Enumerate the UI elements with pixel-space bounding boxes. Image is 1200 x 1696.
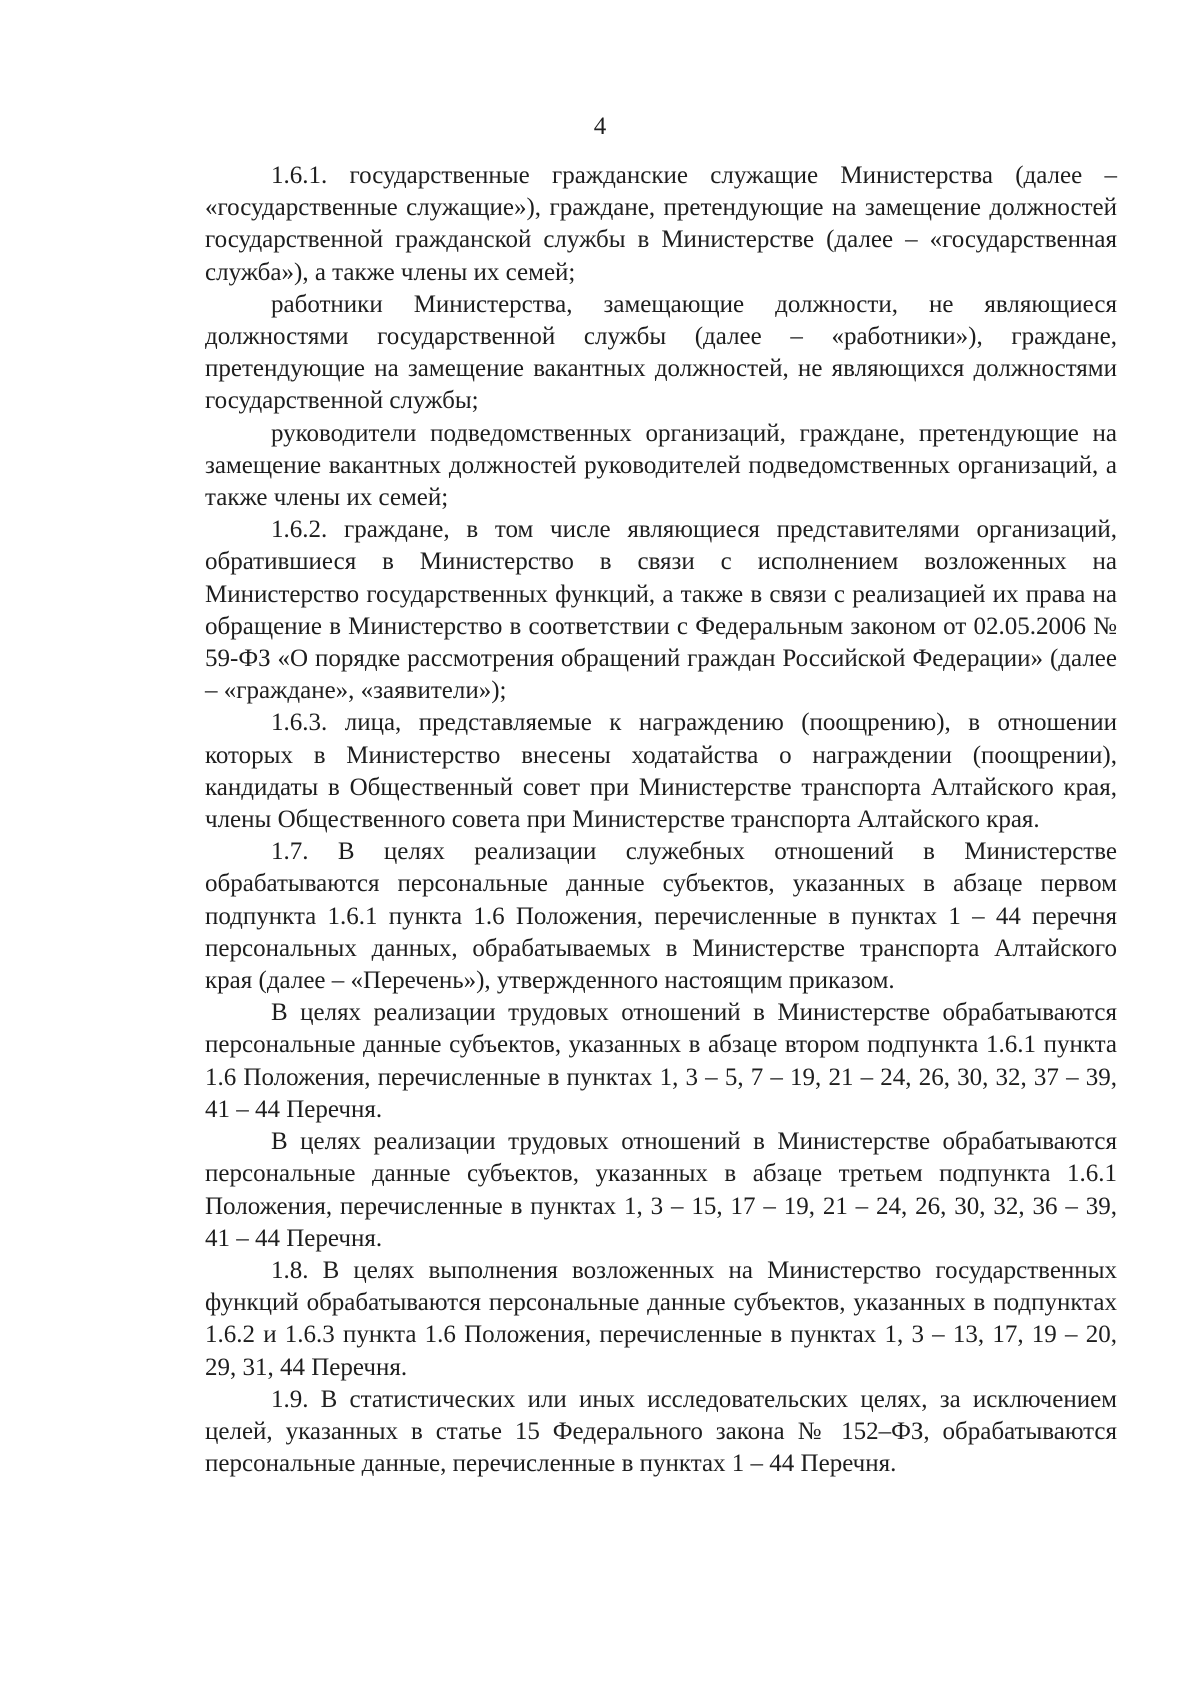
paragraph-1-6-2: 1.6.2. граждане, в том числе являющиеся представителями организаций, обратившиеся в Министерство в связи с исполнением возложенных на Министерство государственных функций, а также в связи с реализацией их права на обращение в Министерство в соответствии с Федеральным законом от 02.05.2006 № 59-ФЗ «О порядке рассмотрения обращений граждан Российской Федерации» (далее – «граждане», «заявители»);	[205, 516, 1117, 705]
paragraph-1-6-1: 1.6.1. государственные гражданские служащие Министерства (далее – «государственные служащие»), граждане, претендующие на замещение должностей государственной гражданской службы в Министерстве (далее – «государственная служба»), а также члены их семей;	[205, 162, 1117, 286]
paragraph-labor-relations-3: В целях реализации трудовых отношений в Министерстве обрабатываются персональные данные субъектов, указанных в абзаце третьем подпункта 1.6.1 Положения, перечисленные в пунктах 1, 3 – 15, 17 – 19, 21 – 24, 26, 30, 32, 36 – 39, 41 – 44 Перечня.	[205, 1128, 1117, 1252]
paragraph-labor-relations-2: В целях реализации трудовых отношений в Министерстве обрабатываются персональные данные субъектов, указанных в абзаце втором подпункта 1.6.1 пункта 1.6 Положения, перечисленные в пунктах 1, 3 – 5, 7 – 19, 21 – 24, 26, 30, 32, 37 – 39, 41 – 44 Перечня.	[205, 999, 1117, 1123]
page-number: 4	[593, 113, 607, 140]
paragraph-1-9: 1.9. В статистических или иных исследовательских целях, за исключением целей, указанных в статье 15 Федерального закона № 152–ФЗ, обрабатываются персональные данные, перечисленные в пунктах 1 – 44 Перечня.	[205, 1385, 1117, 1478]
paragraph-workers: работники Министерства, замещающие должности, не являющиеся должностями государственной службы (далее – «работники»), граждане, претендующие на замещение вакантных должностей, не являющихся должностями государственной службы;	[205, 290, 1117, 415]
paragraph-heads: руководители подведомственных организаций, граждане, претендующие на замещение вакантных должностей руководителей подведомственных организаций, а также члены их семей;	[205, 419, 1117, 512]
paragraph-1-7: 1.7. В целях реализации служебных отношений в Министерстве обрабатываются персональные данные субъектов, указанных в абзаце первом подпункта 1.6.1 пункта 1.6 Положения, перечисленные в пунктах 1 – 44 перечня персональных данных, обрабатываемых в Министерстве транспорта Алтайского края (далее – «Перечень»), утвержденного настоящим приказом.	[205, 838, 1117, 995]
document-body	[205, 160, 1117, 1480]
paragraph-1-6-3: 1.6.3. лица, представляемые к награждению (поощрению), в отношении которых в Министерство внесены ходатайства о награждении (поощрении), кандидаты в Общественный совет при Министерстве транспорта Алтайского края, члены Общественного совета при Министерстве транспорта Алтайского края.	[205, 709, 1117, 834]
paragraph-1-8: 1.8. В целях выполнения возложенных на Министерство государственных функций обрабатываются персональные данные субъектов, указанных в подпунктах 1.6.2 и 1.6.3 пункта 1.6 Положения, перечисленные в пунктах 1, 3 – 13, 17, 19 – 20, 29, 31, 44 Перечня.	[205, 1256, 1117, 1381]
